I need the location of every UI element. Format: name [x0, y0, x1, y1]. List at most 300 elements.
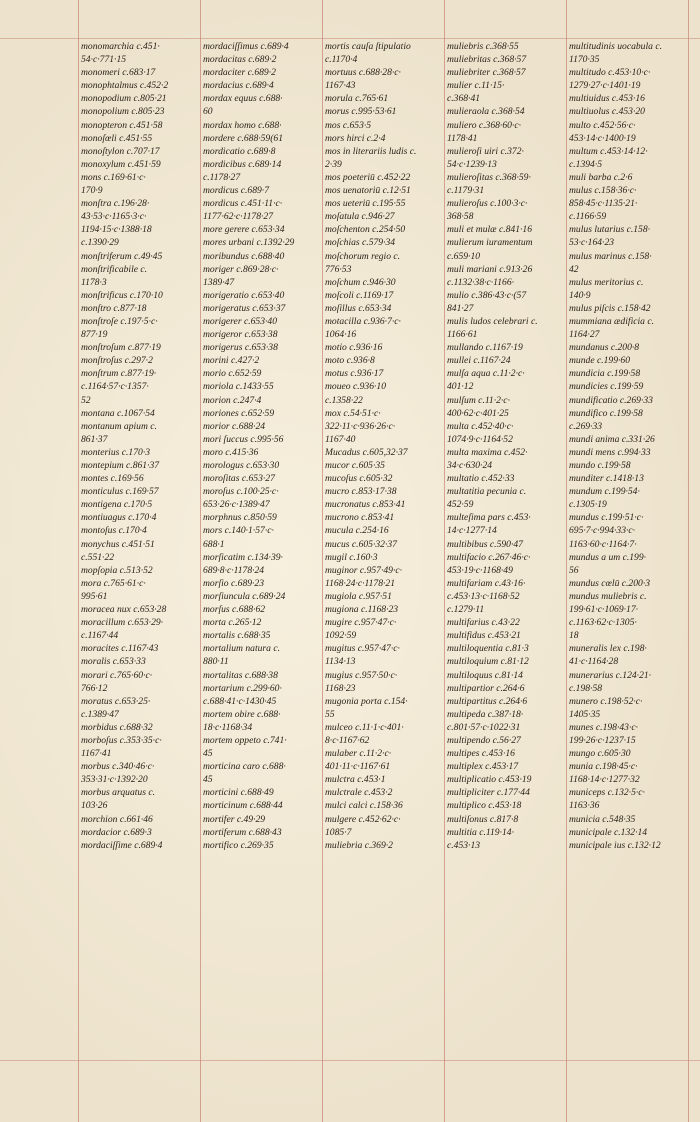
index-entry: multiplico c.453·18: [447, 800, 522, 812]
index-entry: multipes c.453·16: [447, 748, 515, 760]
index-entry: c.1279·11: [447, 604, 485, 616]
index-entry: morboſus c.353·35·c·: [81, 734, 162, 746]
index-entry: c.198·58: [569, 682, 603, 694]
index-entry: mucrono c.853·41: [325, 512, 395, 524]
index-entry: monomarchia c.451·: [81, 41, 160, 52]
index-entry: monychus c.451·51: [81, 538, 155, 550]
index-entry: moto c.936·8: [325, 355, 375, 367]
index-entry: 42: [569, 263, 579, 275]
index-entry: mucula c.254·16: [325, 525, 389, 537]
index-entry: monſtroſum c.877·19: [81, 342, 161, 354]
index-entry: 1166·61: [447, 329, 478, 341]
ruled-line: [444, 0, 445, 1122]
index-entry: mortalitas c.688·38: [203, 669, 278, 681]
index-entry: multipliciter c.177·44: [447, 787, 530, 799]
index-entry: c.1178·27: [203, 171, 241, 183]
index-entry: mortarium c.299·60·: [203, 682, 282, 694]
index-entry: monſtriferum c.49·45: [81, 250, 163, 262]
index-entry: mordicatio c.689·8: [203, 145, 276, 157]
ruled-line: [78, 0, 79, 1122]
index-entry: mugiola c.957·51: [325, 590, 392, 602]
index-entry: multiuidus c.453·16: [569, 93, 645, 105]
index-entry: monſtrificus c.170·10: [81, 289, 163, 301]
index-entry: morticinum c.688·44: [203, 800, 283, 812]
index-entry: 1167·41: [81, 748, 112, 760]
index-entry: morſus c.688·62: [203, 604, 266, 616]
index-entry: monſtrificabile c.: [81, 263, 148, 275]
index-entry: mundicies c.199·59: [569, 381, 644, 393]
index-entry: 400·62·c·401·25: [447, 407, 509, 419]
index-entry: morbus arquatus c.: [81, 787, 155, 799]
index-entry: 60: [203, 106, 213, 118]
index-entry: c.1179·31: [447, 185, 485, 197]
index-entry: 53·c·164·23: [569, 237, 615, 249]
index-entry: multiloquentia c.81·3: [447, 643, 529, 655]
index-entry: muli barba c.2·6: [569, 171, 633, 183]
index-entry: morula c.765·61: [325, 93, 389, 105]
index-entry: c.453·13·c·1168·52: [447, 590, 520, 602]
index-entry: montes c.169·56: [81, 473, 144, 485]
index-entry: montepium c.861·37: [81, 460, 160, 471]
index-entry: mucus c.605·32·37: [325, 538, 397, 550]
index-entry: 453·19·c·1168·49: [447, 564, 513, 576]
index-entry: c.1358·22: [325, 394, 363, 406]
index-entry: 1163·36: [569, 800, 600, 812]
index-entry: morigeratus c.653·37: [203, 302, 286, 314]
index-entry: multipendo c.56·27: [447, 734, 521, 746]
index-entry: mordax equus c.688·: [203, 93, 283, 105]
ruled-line: [566, 0, 567, 1122]
index-entry: mulieraola c.368·54: [447, 106, 525, 118]
index-entry: mordicus c.451·11·c·: [203, 198, 283, 210]
index-entry: monterius c.170·3: [81, 446, 151, 458]
index-entry: mordacitas c.689·2: [203, 54, 277, 66]
index-entry: munerarius c.124·21·: [569, 669, 652, 681]
index-entry: mulaber c.11·2·c·: [325, 748, 392, 760]
index-entry: multifidus c.453·21: [447, 630, 521, 642]
index-entry: morticini c.688·49: [203, 787, 274, 799]
index-entry: monſtra c.196·28·: [81, 198, 150, 210]
index-entry: mordere c.688·59(61: [203, 132, 284, 144]
index-entry: multiplicatio c.453·19: [447, 774, 532, 786]
index-entry: mora c.765·61·c·: [81, 577, 146, 589]
index-entry: 1085·7: [325, 826, 352, 838]
index-entry: mortem oppeto c.741·: [203, 734, 287, 746]
index-entry: c.1170·4: [325, 54, 358, 66]
index-entry: mullei c.1167·24: [447, 355, 511, 367]
index-entry: moroſus c.100·25·c·: [203, 486, 279, 498]
index-entry: multipartitus c.264·6: [447, 695, 528, 707]
index-entry: mortem obire c.688·: [203, 708, 281, 720]
index-entry: 653·26·c·1389·47: [203, 499, 270, 511]
index-entry: mulus lutarius c.158·: [569, 224, 651, 236]
index-entry: muliero c.368·60·c·: [447, 119, 521, 131]
index-entry: mulctra c.453·1: [325, 774, 386, 786]
index-entry: monſtro c.877·18: [81, 302, 147, 314]
index-entry: 1389·47: [203, 276, 235, 288]
index-entry: multibibus c.590·47: [447, 538, 523, 550]
index-entry: mullando c.1167·19: [447, 342, 523, 354]
index-entry: mundifico c.199·58: [569, 407, 643, 419]
index-entry: multifacio c.267·46·c·: [447, 551, 531, 563]
index-entry: mulgere c.452·62·c·: [325, 813, 401, 825]
index-entry: mopſopia c.513·52: [81, 564, 153, 576]
index-entry: 453·14·c·1400·19: [569, 132, 636, 144]
index-entry: moueo c.936·10: [325, 381, 387, 393]
index-entry: mordaciſſimus c.689·4: [203, 41, 289, 52]
index-entry: 1074·9·c·1164·52: [447, 433, 513, 445]
index-entry: mundi anima c.331·26: [569, 433, 655, 445]
index-entry: 2·39: [325, 158, 342, 170]
index-entry: mugius c.957·50·c·: [325, 669, 398, 681]
index-entry: mos c.653·5: [325, 119, 372, 131]
index-entry: moſcoli c.1169·17: [325, 289, 394, 301]
index-entry: Mucadus c.605,32·37: [325, 446, 408, 458]
index-entry: mulier c.11·15·: [447, 80, 505, 92]
index-entry: 52: [81, 394, 91, 406]
index-entry: mortis cauſa ſtipulatio: [325, 41, 411, 52]
index-entry: monomeri c.683·17: [81, 67, 156, 79]
index-entry: mugitus c.957·47·c·: [325, 643, 400, 655]
index-entry: muginor c.957·49·c·: [325, 564, 403, 576]
index-entry: mundi mens c.994·33: [569, 446, 651, 458]
index-entry: 1178·3: [81, 276, 107, 288]
index-entry: moracea nux c.653·28: [81, 604, 167, 616]
index-entry: 1168·23: [325, 682, 356, 694]
index-entry: multitudo c.453·10·c·: [569, 67, 651, 79]
index-entry: c.1166·59: [569, 211, 607, 223]
index-entry: moriger c.869·28·c·: [203, 263, 279, 275]
index-entry: 1092·59: [325, 630, 357, 642]
index-entry: mundanus c.200·8: [569, 342, 640, 354]
index-entry: moro c.415·36: [203, 446, 259, 458]
index-entry: 1167·43: [325, 80, 356, 92]
index-entry: multiuolus c.453·20: [569, 106, 645, 118]
index-entry: 452·59: [447, 499, 474, 511]
index-entry: moſchum c.946·30: [325, 276, 396, 288]
index-entry: moſchenton c.254·50: [325, 224, 406, 236]
index-entry: mordaciſſime c.689·4: [81, 839, 163, 851]
index-entry: multatio c.452·33: [447, 473, 515, 485]
index-entry: monſtroſus c.297·2: [81, 355, 153, 367]
index-entry: 688·1: [203, 538, 225, 550]
index-entry: mundificatio c.269·33: [569, 394, 653, 406]
index-entry: multipartior c.264·6: [447, 682, 525, 694]
index-entry: c.1167·44: [81, 630, 119, 642]
index-entry: mos ueteriū c.195·55: [325, 198, 406, 210]
index-entry: c.269·33: [569, 420, 603, 432]
index-entry: moriones c.652·59: [203, 407, 275, 419]
index-entry: 1064·16: [325, 329, 357, 341]
index-entry: 45: [203, 774, 213, 786]
index-entry: mugiona c.1168·23: [325, 604, 399, 616]
index-entry: c.688·41·c·1430·45: [203, 695, 277, 707]
index-entry: morbidus c.688·32: [81, 721, 153, 733]
index-entry: munditer c.1418·13: [569, 473, 644, 485]
index-entry: 322·11·c·936·26·c·: [325, 420, 396, 432]
index-entry: 401·11·c·1167·61: [325, 761, 391, 773]
index-entry: mundum c.199·54·: [569, 486, 640, 498]
index-entry: 14·c·1277·14: [447, 525, 497, 537]
index-entry: mulieroſitas c.368·59·: [447, 171, 531, 183]
index-entry: municipale ius c.132·12: [569, 839, 661, 851]
index-entry: muliebritas c.368·57: [447, 54, 527, 66]
index-entry: monoxylum c.451·59: [81, 158, 161, 170]
index-entry: 41·c·1164·28: [569, 656, 619, 668]
index-entry: 1279·27·c·1401·19: [569, 80, 641, 92]
index-column-2: [203, 40, 320, 852]
index-column-1: [81, 40, 198, 852]
index-entry: morta c.265·12: [203, 617, 262, 629]
index-entry: mundus cœlū c.200·3: [569, 577, 651, 589]
index-entry: montoſus c.170·4: [81, 525, 147, 537]
index-entry: mortalis c.688·35: [203, 630, 271, 642]
index-entry: multatitia pecunia c.: [447, 486, 527, 498]
ruled-line: [0, 1060, 700, 1061]
index-entry: muneralis lex c.198·: [569, 643, 647, 655]
index-entry: 43·53·c·1165·3·c·: [81, 211, 147, 223]
index-entry: mos in literariis ludis c.: [325, 145, 417, 157]
index-entry: 880·11: [203, 656, 229, 668]
ruled-line: [688, 0, 689, 1122]
index-entry: multiplex c.453·17: [447, 761, 519, 773]
index-entry: mugil c.160·3: [325, 551, 378, 563]
index-entry: morigeratio c.653·40: [203, 289, 285, 301]
index-entry: mulieroſus c.100·3·c·: [447, 198, 528, 210]
index-entry: mulus c.158·36·c·: [569, 185, 637, 197]
index-entry: mummiana ædificia c.: [569, 315, 655, 327]
index-entry: morari c.765·60·c·: [81, 669, 153, 681]
index-entry: 1178·41: [447, 132, 478, 144]
index-entry: munde c.199·60: [569, 355, 631, 367]
index-column-4: [447, 40, 564, 852]
index-entry: 1194·15·c·1388·18: [81, 224, 152, 236]
index-entry: 858·45·c·1135·21·: [569, 198, 638, 210]
index-entry: multitudinis uocabula c.: [569, 41, 663, 52]
index-entry: multo c.452·56·c·: [569, 119, 636, 131]
index-entry: mordacius c.689·4: [203, 80, 274, 92]
index-entry: morchion c.661·46: [81, 813, 153, 825]
index-entry: moroſitas c.653·27: [203, 473, 275, 485]
index-entry: 18·c·1168·34: [203, 721, 253, 733]
index-entry: 841·27: [447, 302, 474, 314]
index-entry: mulierum iuramentum: [447, 237, 533, 249]
index-entry: montanum apium c.: [81, 420, 157, 432]
index-entry: 55: [325, 708, 335, 720]
index-entry: moracites c.1167·43: [81, 643, 159, 655]
index-entry: 1163·60·c·1164·7·: [569, 538, 637, 550]
index-entry: mori ſuccus c.995·56: [203, 433, 284, 445]
index-entry: muliebris c.368·55: [447, 41, 519, 52]
index-entry: c.1389·47: [81, 708, 119, 720]
index-entry: multitia c.119·14·: [447, 826, 514, 838]
index-entry: mulus meritorius c.: [569, 276, 644, 288]
index-entry: municipale c.132·14: [569, 826, 648, 838]
index-entry: 1167·40: [325, 433, 356, 445]
index-entry: mundus muliebris c.: [569, 590, 647, 602]
index-entry: c.368·41: [447, 93, 481, 105]
ruled-line: [200, 0, 201, 1122]
index-entry: 199·61·c·1069·17·: [569, 604, 639, 616]
index-entry: moribundus c.688·40: [203, 250, 285, 262]
index-entry: morigerus c.653·38: [203, 342, 278, 354]
index-entry: mors c.140·1·57·c·: [203, 525, 274, 537]
index-entry: multiſonus c.817·8: [447, 813, 519, 825]
index-entry: mos poeteriū c.452·22: [325, 171, 411, 183]
index-entry: 776·53: [325, 263, 352, 275]
index-entry: 1405·35: [569, 708, 601, 720]
index-entry: monopolium c.805·23: [81, 106, 165, 118]
index-entry: 861·37: [81, 433, 108, 445]
index-entry: multipeda c.387·18·: [447, 708, 524, 720]
index-entry: munero c.198·52·c·: [569, 695, 643, 707]
index-entry: mungo c.605·30: [569, 748, 631, 760]
index-entry: mugire c.957·47·c·: [325, 617, 397, 629]
index-entry: moralis c.653·33: [81, 656, 146, 668]
index-entry: montana c.1067·54: [81, 407, 155, 419]
index-entry: monoſtylon c.707·17: [81, 145, 160, 157]
index-entry: morigerer c.653·40: [203, 315, 277, 327]
index-entry: morion c.247·4: [203, 394, 262, 406]
index-entry: moſillus c.653·34: [325, 302, 392, 314]
index-column-3: [325, 40, 442, 852]
index-entry: 401·12: [447, 381, 474, 393]
index-entry: morbus c.340·46·c·: [81, 761, 155, 773]
index-entry: 103·26: [81, 800, 108, 812]
index-entry: c.1305·19: [569, 499, 607, 511]
index-entry: mucoſus c.605·32: [325, 473, 393, 485]
index-entry: muli et mulæ c.841·16: [447, 224, 533, 236]
index-entry: munes c.198·43·c·: [569, 721, 639, 733]
index-entry: moſchias c.579·34: [325, 237, 396, 249]
index-entry: c.453·13: [447, 839, 481, 851]
index-entry: 1168·14·c·1277·32: [569, 774, 640, 786]
index-entry: mucronatus c.853·41: [325, 499, 406, 511]
index-entry: muli mariani c.913·26: [447, 263, 533, 275]
index-entry: moracillum c.653·29·: [81, 617, 164, 629]
index-entry: multum c.453·14·12·: [569, 145, 648, 157]
index-entry: multifarius c.43·22: [447, 617, 520, 629]
index-entry: c.659·10: [447, 250, 481, 262]
index-entry: montiuagus c.170·4: [81, 512, 157, 524]
index-entry: 56: [569, 564, 579, 576]
index-entry: c.1394·5: [569, 158, 603, 170]
index-entry: morini c.427·2: [203, 355, 260, 367]
index-entry: 877·19: [81, 329, 108, 341]
index-entry: morior c.688·24: [203, 420, 266, 432]
index-entry: 1164·27: [569, 329, 600, 341]
index-entry: 766·12: [81, 682, 108, 694]
index-entry: motio c.936·16: [325, 342, 383, 354]
index-entry: mundicia c.199·58: [569, 368, 641, 380]
index-entry: muliebriter c.368·57: [447, 67, 526, 79]
index-entry: monopteron c.451·58: [81, 119, 163, 131]
index-entry: mulctrale c.453·2: [325, 787, 393, 799]
index-entry: mordicus c.689·7: [203, 185, 269, 197]
index-entry: morphnus c.850·59: [203, 512, 277, 524]
index-entry: c.1163·62·c·1305·: [569, 617, 637, 629]
index-entry: moriola c.1433·55: [203, 381, 274, 393]
index-entry: monticulus c.169·57: [81, 486, 159, 498]
index-entry: c.1132·38·c·1166·: [447, 276, 515, 288]
index-entry: mortifer c.49·29: [203, 813, 266, 825]
index-entry: multiloquium c.81·12: [447, 656, 529, 668]
index-entry: 34·c·630·24: [447, 460, 493, 471]
index-entry: munia c.198·45·c·: [569, 761, 638, 773]
index-entry: mulceo c.11·1·c·401·: [325, 721, 404, 733]
index-entry: municeps c.132·5·c·: [569, 787, 645, 799]
index-entry: mulſa aqua c.11·2·c·: [447, 368, 525, 380]
index-entry: motus c.936·17: [325, 368, 384, 380]
index-entry: muliebria c.369·2: [325, 839, 393, 851]
index-entry: c.551·22: [81, 551, 115, 563]
ruled-line: [0, 38, 700, 39]
index-entry: morus c.995·53·61: [325, 106, 397, 118]
index-entry: 1177·62·c·1178·27: [203, 211, 273, 223]
index-entry: 8·c·1167·62: [325, 734, 370, 746]
index-entry: 1170·35: [569, 54, 600, 66]
index-entry: morſicatim c.134·39·: [203, 551, 283, 563]
index-entry: 353·31·c·1392·20: [81, 774, 148, 786]
index-entry: 995·61: [81, 590, 108, 602]
index-entry: monoſœli c.451·55: [81, 132, 153, 144]
index-entry: c.801·57·c·1022·31: [447, 721, 521, 733]
index-entry: mortiferum c.688·43: [203, 826, 282, 838]
index-entry: monſtroſe c.197·5·c·: [81, 315, 158, 327]
index-entry: 170·9: [81, 185, 103, 197]
index-entry: mugonia porta c.154·: [325, 695, 408, 707]
index-entry: moſatula c.946·27: [325, 211, 395, 223]
index-entry: mulieroſi uiri c.372·: [447, 145, 524, 157]
index-entry: c.1164·57·c·1357·: [81, 381, 149, 393]
index-entry: mulus piſcis c.158·42: [569, 302, 651, 314]
index-entry: mortifico c.269·35: [203, 839, 274, 851]
index-entry: morticina caro c.688·: [203, 761, 286, 773]
index-entry: more gerere c.653·34: [203, 224, 285, 236]
index-entry: mordacior c.689·3: [81, 826, 152, 838]
index-entry: mortuus c.688·28·c·: [325, 67, 401, 79]
index-entry: mulis ludos celebrari c.: [447, 315, 538, 327]
index-entry: 54·c·771·15: [81, 54, 127, 66]
index-entry: mundus a um c.199·: [569, 551, 647, 563]
index-entry: morſiuncula c.689·24: [203, 590, 286, 602]
index-entry: monſtrum c.877·19·: [81, 368, 157, 380]
index-entry: mons c.169·61·c·: [81, 171, 146, 183]
index-entry: c.1390·29: [81, 237, 119, 249]
index-entry: morologus c.653·30: [203, 460, 280, 471]
index-entry: monophtalmus c.452·2: [81, 80, 169, 92]
index-column-5: [569, 40, 687, 852]
index-entry: 695·7·c·994·33·c·: [569, 525, 636, 537]
index-entry: morſio c.689·23: [203, 577, 265, 589]
index-entry: multa maxima c.452·: [447, 446, 528, 458]
index-entry: mordicibus c.689·14: [203, 158, 282, 170]
index-entry: motacilla c.936·7·c·: [325, 315, 401, 327]
index-entry: mulus marinus c.158·: [569, 250, 652, 262]
index-entry: moratus c.653·25·: [81, 695, 151, 707]
index-entry: mox c.54·51·c·: [325, 407, 381, 419]
index-entry: mors hirci c.2·4: [325, 132, 386, 144]
index-entry: mundo c.199·58: [569, 460, 631, 471]
index-entry: 45: [203, 748, 213, 760]
index-entry: mulci calci c.158·36: [325, 800, 403, 812]
index-entry: monopodium c.805·21: [81, 93, 167, 105]
index-entry: mulio c.386·43·c·(57: [447, 289, 527, 301]
index-entry: municia c.548·35: [569, 813, 636, 825]
index-entry: 1168·24·c·1178·21: [325, 577, 395, 589]
index-entry: mortalium natura c.: [203, 643, 281, 655]
index-entry: 54·c·1239·13: [447, 158, 497, 170]
